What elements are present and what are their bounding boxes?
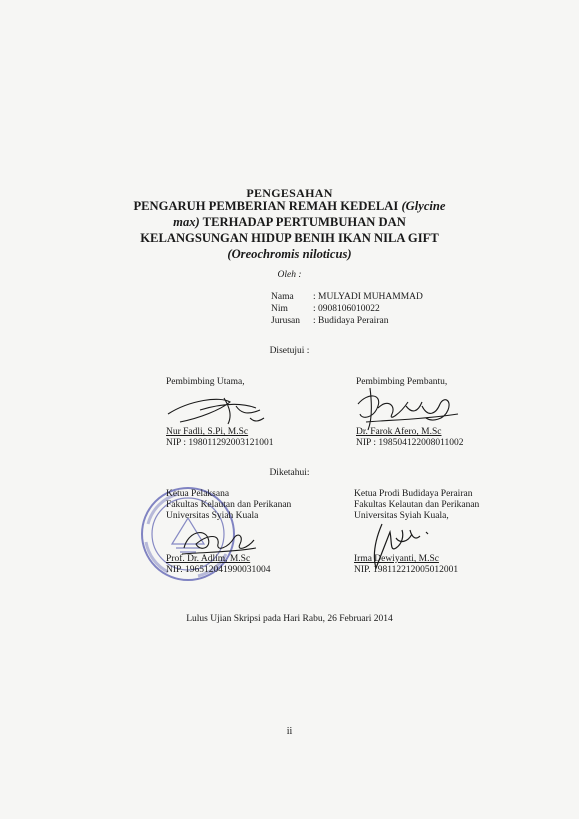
kaprodi-name: Irma Dewiyanti, M.Sc [354,554,439,564]
pembimbing-pembantu-name: Dr. Farok Afero, M.Sc [356,427,442,437]
identity-label-nim: Nim [271,304,288,314]
pembimbing-utama-name: Nur Fadli, S.Pi, M.Sc [166,427,249,437]
kaprodi-line-1: Ketua Prodi Budidaya Perairan [354,489,473,499]
title-line-4-italic: (Oreochromis niloticus) [227,247,352,261]
pembimbing-utama-role: Pembimbing Utama, [166,377,245,387]
title-line-2-italic: max) [173,215,200,229]
diketahui-label: Diketahui: [269,468,310,478]
identity-value-jurusan: : Budidaya Perairan [313,316,389,326]
title-line-1 [0,198,579,214]
identity-label-jurusan: Jurusan [271,316,301,326]
ketua-nip: NIP. 196512041990031004 [166,565,271,575]
identity-value-nama: : MULYADI MUHAMMAD [313,292,423,302]
identity-label-nama: Nama [271,292,294,302]
pembimbing-pembantu-role: Pembimbing Pembantu, [356,377,448,387]
oleh-label: Oleh : [277,270,302,280]
page-number: ii [286,726,293,737]
disetujui-label: Disetujui : [269,346,310,356]
identity-value-nim: : 0908106010022 [313,304,380,314]
approval-heading: PENGESAHAN [246,186,333,200]
ketua-line-1: Ketua Pelaksana [166,489,230,499]
title-line-3: KELANGSUNGAN HIDUP BENIH IKAN NILA GIFT [140,231,439,245]
exam-passed-statement: Lulus Ujian Skripsi pada Hari Rabu, 26 Februari 2014 [186,614,393,624]
title-line-2-text: TERHADAP PERTUMBUHAN DAN [199,215,406,229]
kaprodi-line-2: Fakultas Kelautan dan Perikanan [354,500,480,510]
pembimbing-utama-nip: NIP : 198011292003121001 [166,438,274,448]
pembimbing-pembantu-nip: NIP : 198504122008011002 [356,438,464,448]
title-line-4 [0,246,579,262]
kaprodi-line-3: Universitas Syiah Kuala, [354,511,449,521]
title-line-1-italic: (Glycine [401,199,446,213]
title-line-2 [0,214,579,230]
ketua-line-3: Universitas Syiah Kuala [166,511,259,521]
ketua-line-2: Fakultas Kelautan dan Perikanan [166,500,292,510]
kaprodi-nip: NIP. 198112212005012001 [354,565,459,575]
title-line-1-text: PENGARUH PEMBERIAN REMAH KEDELAI [133,199,402,213]
ketua-name: Prof. Dr. Adlim, M.Sc [166,554,251,564]
